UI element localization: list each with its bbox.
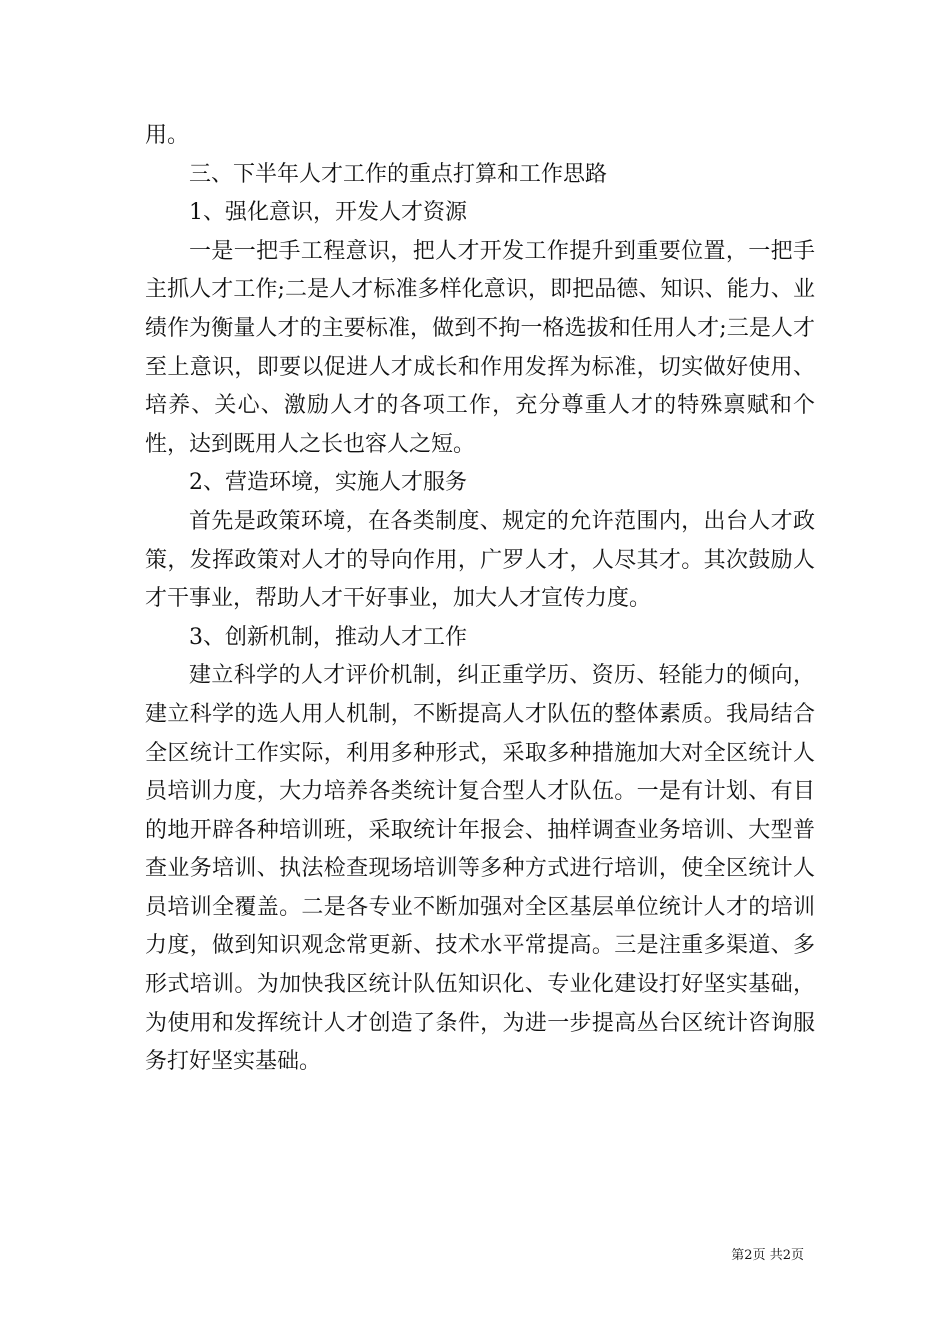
section-heading-plans: 三、下半年人才工作的重点打算和工作思路	[189, 161, 608, 187]
footer-suffix: 页	[790, 1248, 804, 1263]
paragraph-environment: 首先是政策环境，在各类制度、规定的允许范围内，出台人才政策，发挥政策对人才的导向作用，广罗人才，人尽其才。其次鼓励人才干事业，帮助人才干好事业，加大人才宣传力度。	[145, 508, 815, 612]
subheading-environment: 2、营造环境，实施人才服务	[189, 470, 467, 496]
footer-middle: 页 共	[752, 1248, 783, 1263]
footer-current-page: 2	[744, 1248, 753, 1263]
page-footer	[731, 1248, 804, 1264]
paragraph-continuation: 用。	[145, 123, 190, 148]
paragraph-mechanism: 建立科学的人才评价机制，纠正重学历、资历、轻能力的倾向，建立科学的选人用人机制，不断提高人才队伍的整体素质。我局结合全区统计工作实际，利用多种形式，采取多种措施加大对全区统计人员培训力度，大力培养各类统计复合型人才队伍。一是有计划、有目的地开辟各种培训班，采取统计年报会、抽样调查业务培训、大型普查业务培训、执法检查现场培训等多种方式进行培训，使全区统计人员培训全覆盖。二是各专业不断加强对全区基层单位统计人才的培训力度，做到知识观念常更新、技术水平常提高。三是注重多渠道、多形式培训。为加快我区统计队伍知识化、专业化建设打好坚实基础，为使用和发挥统计人才创造了条件，为进一步提高丛台区统计咨询服务打好坚实基础。	[145, 663, 815, 1075]
subheading-awareness: 1、强化意识，开发人才资源	[189, 200, 467, 226]
paragraph-awareness: 一是一把手工程意识，把人才开发工作提升到重要位置，一把手主抓人才工作;二是人才标准多样化意识，即把品德、知识、能力、业绩作为衡量人才的主要标准，做到不拘一格选拔和任用人才;三是人才至上意识，即要以促进人才成长和作用发挥为标准，切实做好使用、培养、关心、激励人才的各项工作，充分尊重人才的特殊禀赋和个性，达到既用人之长也容人之短。	[145, 238, 815, 457]
footer-prefix: 第	[731, 1248, 745, 1263]
footer-total-pages: 2	[782, 1248, 791, 1263]
subheading-mechanism: 3、创新机制，推动人才工作	[189, 624, 467, 650]
document-body	[145, 117, 815, 1082]
